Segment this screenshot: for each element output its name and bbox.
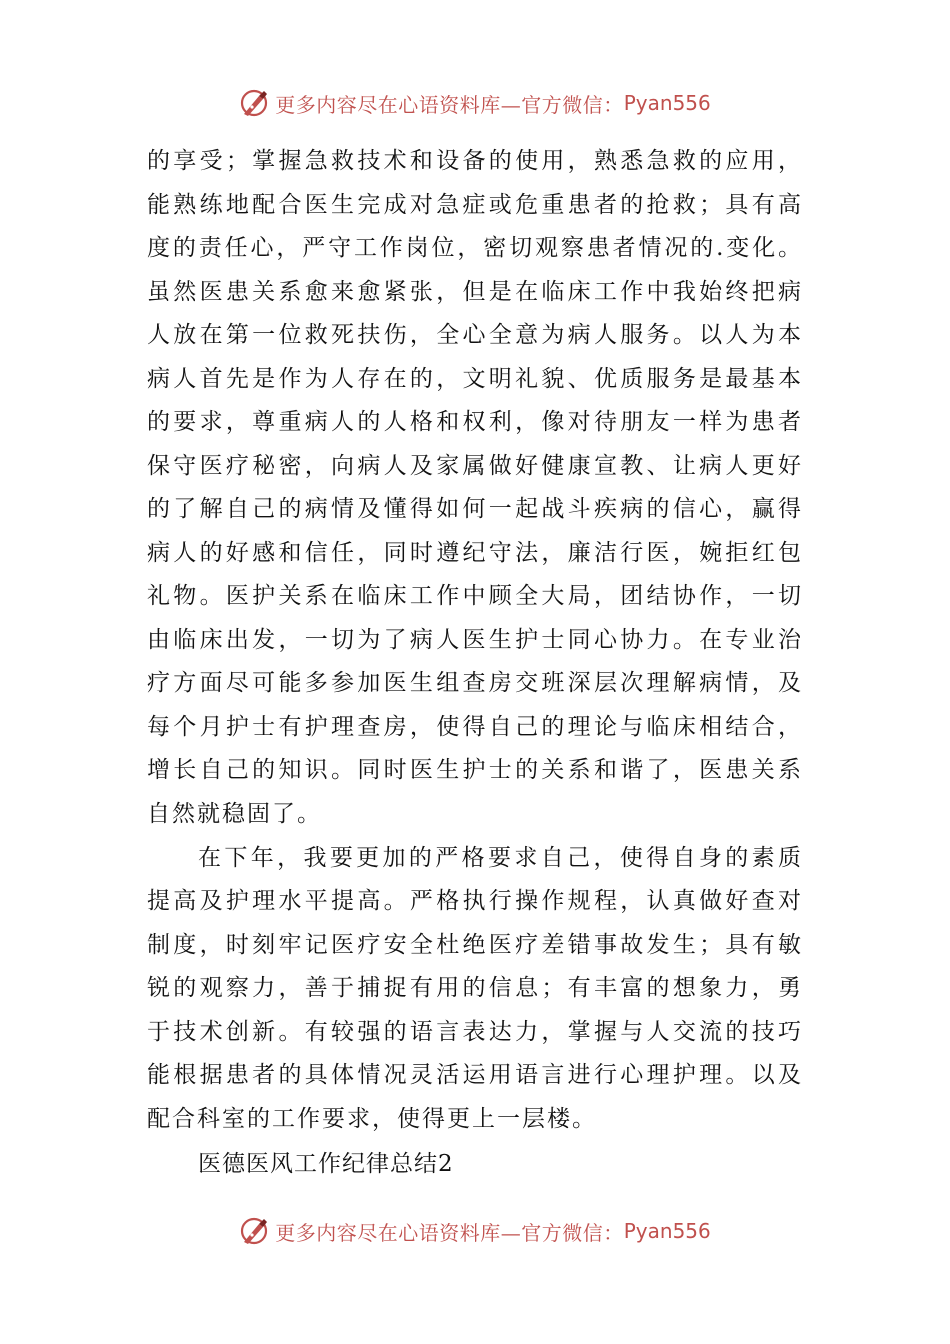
body-line: 的了解自己的病情及懂得如何一起战斗疾病的信心，赢得 (147, 496, 803, 522)
footer-banner (0, 1211, 950, 1251)
wechat-handle: Pyan556 (623, 1219, 711, 1243)
body-line: 的要求，尊重病人的人格和权利，像对待朋友一样为患者 (147, 409, 803, 435)
body-line: 配合科室的工作要求，使得更上一层楼。 (147, 1106, 597, 1132)
body-line: 由临床出发，一切为了病人医生护士同心协力。在专业治 (147, 627, 803, 653)
section-heading: 医德医风工作纪律总结2 (198, 1151, 454, 1177)
banner-text: 更多内容尽在心语资料库—官方微信： (275, 1220, 624, 1245)
body-line: 病人的好感和信任，同时遵纪守法，廉洁行医，婉拒红包 (147, 540, 803, 566)
body-line: 能熟练地配合医生完成对急症或危重患者的抢救；具有高 (147, 192, 803, 218)
body-line: 锐的观察力，善于捕捉有用的信息；有丰富的想象力，勇 (147, 975, 803, 1001)
body-line: 人放在第一位救死扶伤，全心全意为病人服务。以人为本 (147, 322, 803, 348)
body-line: 度的责任心，严守工作岗位，密切观察患者情况的.变化。 (147, 235, 803, 261)
body-line: 虽然医患关系愈来愈紧张，但是在临床工作中我始终把病 (147, 279, 803, 305)
body-line: 能根据患者的具体情况灵活运用语言进行心理护理。以及 (147, 1062, 803, 1088)
wechat-handle: Pyan556 (623, 91, 711, 115)
banner-text: 更多内容尽在心语资料库—官方微信： (275, 92, 624, 117)
body-line: 礼物。医护关系在临床工作中顾全大局，团结协作，一切 (147, 583, 803, 609)
body-line: 每个月护士有护理查房，使得自己的理论与临床相结合， (147, 714, 803, 740)
pen-logo-icon (239, 1216, 269, 1246)
body-line: 保守医疗秘密，向病人及家属做好健康宣教、让病人更好 (147, 453, 803, 479)
body-line: 提高及护理水平提高。严格执行操作规程，认真做好查对 (147, 888, 803, 914)
body-line: 疗方面尽可能多参加医生组查房交班深层次理解病情，及 (147, 670, 803, 696)
body-line: 于技术创新。有较强的语言表达力，掌握与人交流的技巧 (147, 1019, 803, 1045)
body-line: 增长自己的知识。同时医生护士的关系和谐了，医患关系 (147, 757, 803, 783)
body-line: 自然就稳固了。 (147, 801, 322, 827)
body-line: 在下年，我要更加的严格要求自己，使得自身的素质 (198, 845, 803, 871)
body-line: 制度，时刻牢记医疗安全杜绝医疗差错事故发生；具有敏 (147, 932, 803, 958)
body-line: 病人首先是作为人存在的，文明礼貌、优质服务是最基本 (147, 366, 803, 392)
body-line: 的享受；掌握急救技术和设备的使用，熟悉急救的应用， (147, 148, 803, 174)
